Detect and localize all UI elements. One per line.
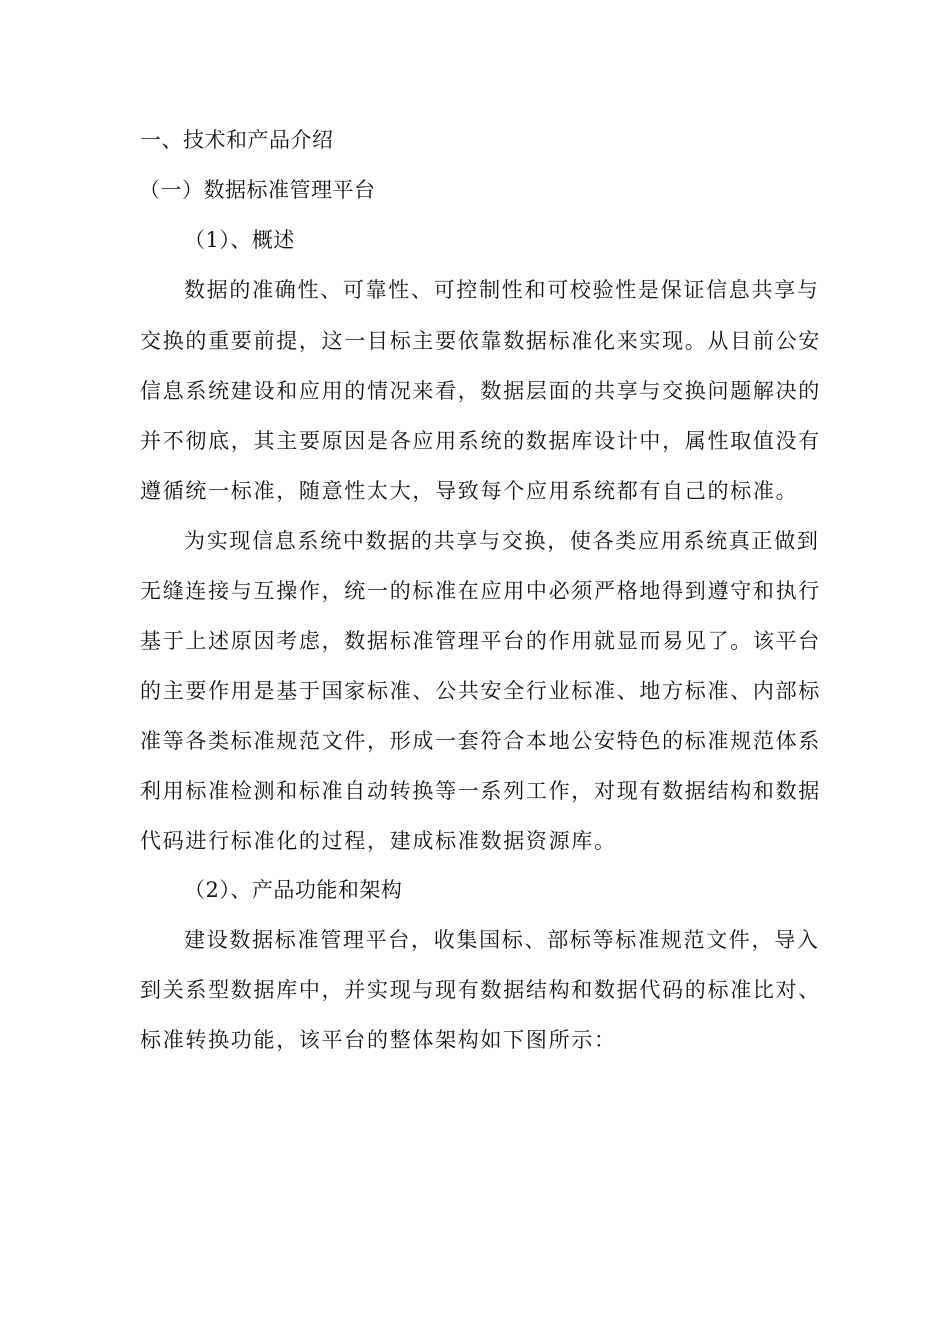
paragraph-line: 数据的准确性、可靠性、可控制性和可校验性是保证信息共享与 [184, 278, 820, 302]
paragraph-line: 的主要作用是基于国家标准、公共安全行业标准、地方标准、内部标 [140, 679, 821, 703]
paragraph-line: 交换的重要前提，这一目标主要依靠数据标准化来实现。从目前公安 [140, 329, 821, 353]
paragraph-line: 准等各类标准规范文件，形成一套符合本地公安特色的标准规范体系 [140, 729, 821, 753]
paragraph-line: 到关系型数据库中，并实现与现有数据结构和数据代码的标准比对、 [140, 978, 821, 1002]
paragraph-line: 基于上述原因考虑，数据标准管理平台的作用就显而易见了。该平台 [140, 629, 821, 653]
paragraph-line: 为实现信息系统中数据的共享与交换，使各类应用系统真正做到 [184, 529, 820, 553]
paragraph-line: 利用标准检测和标准自动转换等一系列工作，对现有数据结构和数据 [140, 779, 821, 803]
section-heading-functions: （2）、产品功能和架构 [184, 878, 403, 902]
paragraph-line: 代码进行标准化的过程，建成标准数据资源库。 [140, 829, 617, 853]
heading-level-2: （一）数据标准管理平台 [139, 178, 376, 202]
paragraph-line: 建设数据标准管理平台，收集国标、部标等标准规范文件，导入 [184, 928, 820, 952]
paragraph-line: 标准转换功能，该平台的整体架构如下图所示： [140, 1028, 617, 1052]
section-heading-overview: （1）、概述 [184, 228, 295, 252]
paragraph-line: 信息系统建设和应用的情况来看，数据层面的共享与交换问题解决的 [140, 379, 821, 403]
paragraph-line: 遵循统一标准，随意性太大，导致每个应用系统都有自己的标准。 [140, 479, 799, 503]
heading-level-1: 一、技术和产品介绍 [140, 128, 334, 152]
paragraph-line: 并不彻底，其主要原因是各应用系统的数据库设计中，属性取值没有 [140, 429, 821, 453]
paragraph-line: 无缝连接与互操作，统一的标准在应用中必须严格地得到遵守和执行 [140, 579, 821, 603]
